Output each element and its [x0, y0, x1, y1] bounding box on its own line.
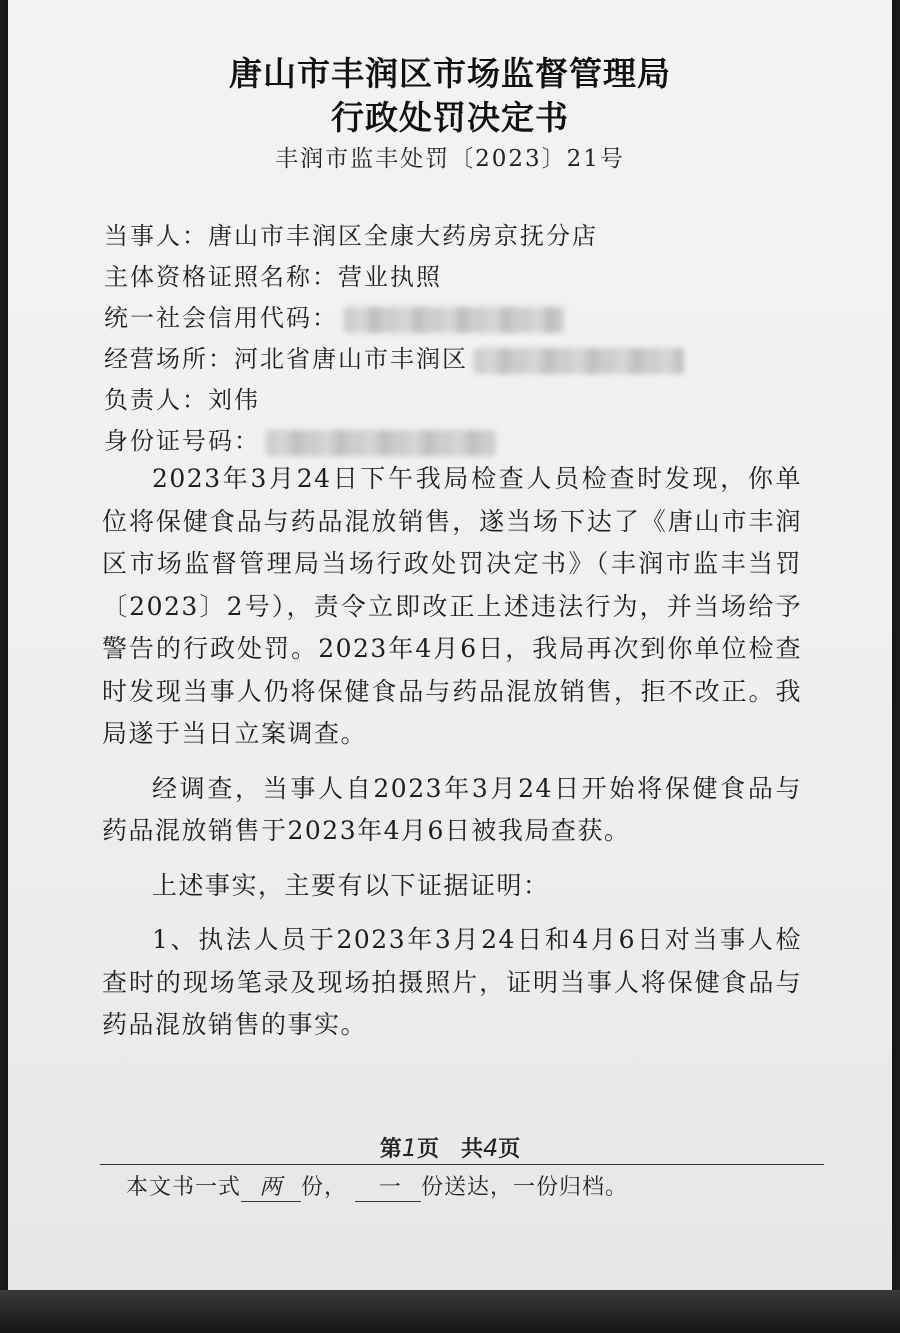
- address-redacted: [474, 348, 684, 374]
- license-value: 营业执照: [338, 263, 442, 291]
- credit-code-label: 统一社会信用代码：: [104, 304, 338, 332]
- copies-mid: 份，: [301, 1175, 348, 1200]
- copies-suffix: 份送达，一份归档。: [421, 1175, 629, 1200]
- document-number: 丰润市监丰处罚〔2023〕21号: [275, 146, 625, 172]
- credit-code-redacted: [344, 307, 564, 333]
- manager-label: 负责人：: [104, 386, 208, 414]
- copies-total: 两: [241, 1170, 301, 1202]
- copies-prefix: 本文书一式: [126, 1175, 242, 1200]
- address-row: [104, 339, 684, 374]
- manager-value: 刘伟: [208, 386, 260, 414]
- page-number: 1: [401, 1134, 417, 1162]
- page-prefix: 第: [379, 1136, 402, 1162]
- paragraph-facts: 2023年3月24日下午我局检查人员检查时发现，你单位将保健食品与药品混放销售，遂当场下达了《唐山市丰润区市场监督管理局当场行政处罚决定书》（丰润市监丰当罚〔2023〕2号），责令立即改正上述违法行为，并当场给予警告的行政处罚。2023年4月6日，我局再次到你单位检查时发现当事人仍将保健食品与药品混放销售，拒不改正。我局遂于当日立案调查。: [102, 464, 802, 748]
- license-row: [104, 257, 442, 292]
- document-body: [102, 458, 802, 1047]
- paragraph-evidence-intro: 上述事实，主要有以下证据证明：: [152, 870, 550, 900]
- id-number-redacted: [266, 430, 496, 456]
- party-name-label: 当事人：: [104, 222, 208, 250]
- address-label: 经营场所：: [104, 345, 234, 373]
- footer-divider: [100, 1164, 824, 1165]
- license-label: 主体资格证照名称：: [104, 263, 338, 291]
- paragraph-investigation: 经调查，当事人自2023年3月24日开始将保健食品与药品混放销售于2023年4月6日被我局查获。: [102, 773, 802, 845]
- copies-sent: 一: [355, 1170, 421, 1202]
- page-total: 4: [483, 1134, 499, 1162]
- manager-row: [104, 380, 260, 415]
- credit-code-row: [104, 298, 564, 333]
- page-mid: 页 共: [416, 1136, 483, 1162]
- background-surface: [0, 1290, 900, 1333]
- document-page: [8, 0, 892, 1295]
- page-suffix: 页: [498, 1136, 521, 1162]
- address-value: 河北省唐山市丰润区: [234, 345, 468, 373]
- agency-title: 唐山市丰润区市场监督管理局: [229, 54, 671, 93]
- document-type-title: 行政处罚决定书: [331, 98, 569, 137]
- page-indicator: [8, 1132, 892, 1163]
- paragraph-evidence-1: 1、执法人员于2023年3月24日和4月6日对当事人检查时的现场笔录及现场拍摄照片，证明当事人将保健食品与药品混放销售的事实。: [102, 925, 802, 1039]
- party-name-row: [104, 216, 598, 251]
- id-number-label: 身份证号码：: [104, 427, 260, 455]
- party-name-value: 唐山市丰润区全康大药房京抚分店: [208, 222, 598, 250]
- copies-note: [126, 1170, 628, 1202]
- id-number-row: [104, 421, 496, 456]
